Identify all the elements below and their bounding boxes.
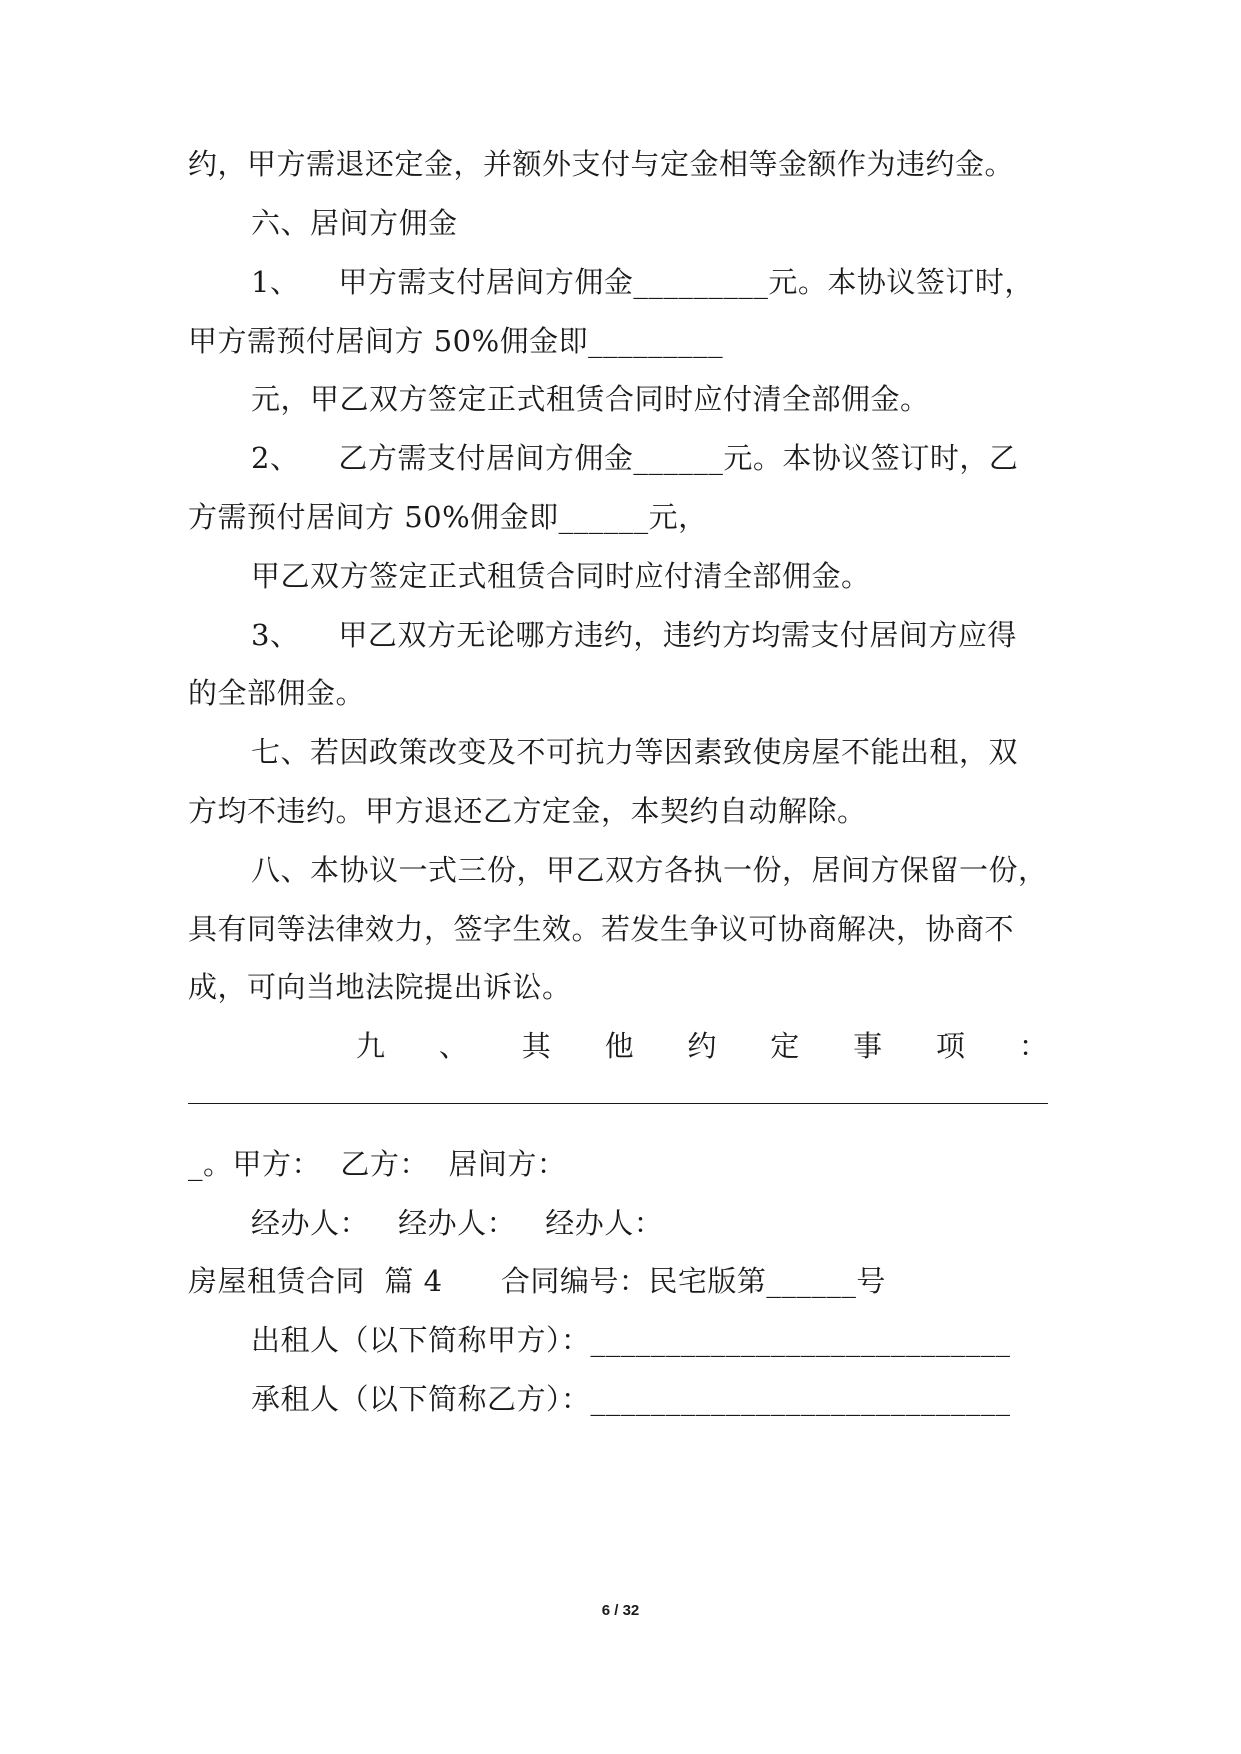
agent-line: 经办人： 经办人： 经办人： xyxy=(251,1206,664,1240)
section-nine-char: 定 xyxy=(770,1029,800,1063)
clause-6-1-line-1: 1、 甲方需支付居间方佣金_________元。本协议签订时， xyxy=(251,265,1034,299)
section-nine-heading xyxy=(188,1026,1048,1066)
page-number: 6 / 32 xyxy=(601,1602,640,1619)
section-seven-line-2: 方均不违约。甲方退还乙方定金，本契约自动解除。 xyxy=(188,794,867,828)
section-seven-line-1: 七、若因政策改变及不可抗力等因素致使房屋不能出租，双 xyxy=(251,735,1019,769)
section-nine-char: 其 xyxy=(521,1029,551,1063)
section-six-heading: 六、居间方佣金 xyxy=(251,206,458,240)
clause-6-1-line-2: 甲方需预付居间方 50%佣金即_________ xyxy=(188,324,724,358)
lessee-line: 承租人（以下简称乙方）：____________________________ xyxy=(251,1382,1011,1416)
clause-6-2-line-2: 方需预付居间方 50%佣金即______元， xyxy=(188,500,708,534)
section-nine-char: 事 xyxy=(853,1029,883,1063)
text-line-1: 约，甲方需退还定金，并额外支付与定金相等金额作为违约金。 xyxy=(188,147,1015,181)
section-eight-line-3: 成，可向当地法院提出诉讼。 xyxy=(188,970,572,1004)
clause-6-3-line-1: 3、 甲乙双方无论哪方违约，违约方均需支付居间方应得 xyxy=(251,618,1017,652)
lessor-line: 出租人（以下简称甲方）：____________________________ xyxy=(251,1323,1011,1357)
section-eight-line-1: 八、本协议一式三份，甲乙双方各执一份，居间方保留一份， xyxy=(251,853,1048,887)
section-nine-char: 、 xyxy=(438,1029,468,1063)
clause-6-2-line-3: 甲乙双方签定正式租赁合同时应付清全部佣金。 xyxy=(251,559,871,593)
signature-line: _。甲方： 乙方： 居间方： xyxy=(188,1147,567,1181)
clause-6-3-line-2: 的全部佣金。 xyxy=(188,676,366,710)
clause-6-1-line-3: 元，甲乙双方签定正式租赁合同时应付清全部佣金。 xyxy=(251,382,930,416)
section-nine-char: 九 xyxy=(356,1029,386,1063)
section-nine-char: 他 xyxy=(604,1029,634,1063)
section-nine-char: 约 xyxy=(687,1029,717,1063)
section-nine-char: 项 xyxy=(936,1029,966,1063)
section-eight-line-2: 具有同等法律效力，签字生效。若发生争议可协商解决，协商不 xyxy=(188,912,1015,946)
next-contract-heading: 房屋租赁合同 篇 4 合同编号：民宅版第______号 xyxy=(188,1264,886,1298)
clause-6-2-line-1: 2、 乙方需支付居间方佣金______元。本协议签订时，乙 xyxy=(251,441,1019,475)
blank-fill-line xyxy=(188,1103,1048,1104)
section-nine-char: ： xyxy=(1018,1029,1048,1063)
